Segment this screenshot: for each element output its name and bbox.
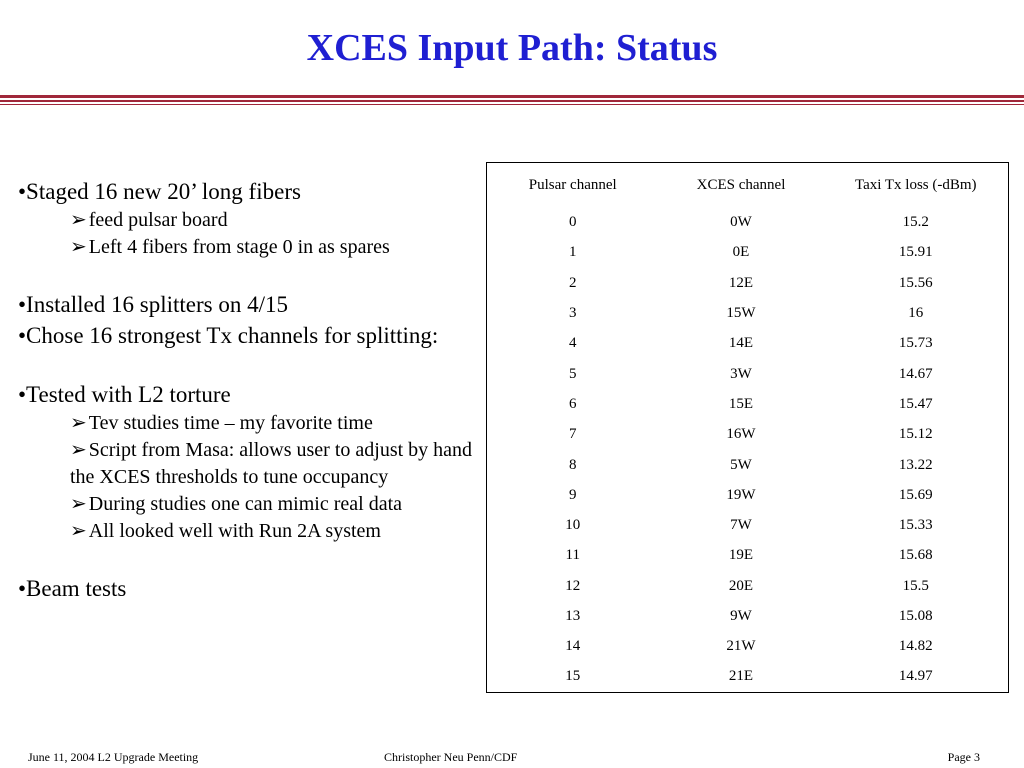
table-cell: 19E [728, 547, 754, 564]
bullet-gap [18, 545, 488, 573]
bullet-item: •Staged 16 new 20’ long fibers [18, 179, 301, 204]
table-cell: 19W [726, 486, 756, 503]
header-pulsar-channel: Pulsar channel [528, 176, 617, 193]
sub-bullet-text: All looked well with Run 2A system [88, 520, 381, 542]
sub-bullet-item [18, 234, 488, 261]
arrow-bullet-icon: ➢ [70, 209, 87, 231]
arrow-bullet-icon: ➢ [70, 439, 87, 461]
sub-bullet-text: During studies one can mimic real data [88, 493, 402, 515]
table-row [487, 329, 1009, 359]
table-row [487, 632, 1009, 662]
table-cell: 11 [565, 547, 580, 564]
table-cell: 7 [569, 426, 577, 443]
table-cell: 7W [730, 517, 752, 534]
table-row [487, 268, 1009, 298]
footer-center: Christopher Neu Penn/CDF [384, 750, 518, 764]
table-cell: 8 [569, 456, 577, 473]
table-cell: 15.5 [902, 577, 929, 594]
header-taxi-tx-loss: Taxi Tx loss (-dBm) [854, 176, 977, 193]
sub-bullet-text: Left 4 fibers from stage 0 in as spares [88, 236, 390, 258]
table-row [487, 298, 1009, 328]
title-rule-thin [0, 104, 1024, 105]
table-cell: 15 [565, 668, 581, 685]
table-cell: 6 [569, 395, 577, 412]
bullet-list [18, 176, 488, 604]
table-cell: 5 [569, 365, 577, 382]
slide-title: XCES Input Path: Status [306, 27, 718, 69]
table-cell: 12 [565, 577, 581, 594]
sub-bullet-item [18, 518, 488, 545]
table-cell: 4 [569, 335, 577, 352]
table-cell: 14 [565, 638, 581, 655]
table-cell: 15E [728, 395, 754, 412]
table-cell: 15.56 [898, 274, 933, 291]
table-row [487, 662, 1009, 692]
table-row [487, 450, 1009, 480]
table-cell: 15.68 [898, 547, 933, 564]
table-cell: 2 [569, 274, 577, 291]
table-row [487, 238, 1009, 268]
table-cell: 14.67 [898, 365, 933, 382]
arrow-bullet-icon: ➢ [70, 520, 87, 542]
table-cell: 15W [726, 305, 756, 322]
table-row [487, 510, 1009, 540]
table-cell: 1 [569, 244, 577, 261]
table-cell: 5W [730, 456, 752, 473]
sub-bullet-item [18, 491, 488, 518]
table-cell: 15.08 [898, 608, 933, 624]
footer-left: June 11, 2004 L2 Upgrade Meeting [28, 750, 199, 764]
table-cell: 15.69 [898, 486, 933, 503]
table-row [487, 420, 1009, 450]
table-cell: 21W [726, 638, 756, 655]
bullet-item: •Beam tests [18, 576, 127, 601]
table-row [487, 389, 1009, 419]
sub-bullet-item [18, 410, 488, 437]
table-cell: 15.33 [898, 517, 933, 534]
table-cell: 0 [569, 214, 577, 231]
table-row [487, 208, 1009, 238]
table-cell: 9W [730, 608, 752, 624]
sub-bullet-text: Tev studies time – my favorite time [88, 412, 373, 434]
sub-bullet-text: feed pulsar board [88, 209, 228, 231]
title-rule-thick [0, 95, 1024, 98]
table-cell: 0W [730, 214, 752, 231]
table-cell: 15.2 [902, 214, 929, 231]
table-cell: 15.47 [898, 395, 933, 412]
arrow-bullet-icon: ➢ [70, 412, 87, 434]
channel-table [486, 162, 1009, 693]
table-cell: 13.22 [898, 456, 933, 473]
table-row [487, 359, 1009, 389]
table-cell: 14E [728, 335, 754, 352]
table-cell: 14.97 [898, 668, 933, 685]
sub-bullet-item [18, 437, 488, 491]
bullet-item: •Chose 16 strongest Tx channels for splitting: [18, 323, 439, 348]
table-cell: 0E [732, 244, 750, 261]
table-cell: 3 [569, 305, 577, 322]
arrow-bullet-icon: ➢ [70, 236, 87, 258]
table-cell: 13 [565, 608, 581, 624]
table-cell: 16 [908, 305, 924, 322]
title-rule-medium [0, 100, 1024, 102]
footer-right: Page 3 [947, 750, 980, 764]
table-cell: 9 [569, 486, 577, 503]
sub-bullet-text: Script from Masa: allows user to adjust by hand the XCES thresholds to tune occupancy [70, 439, 473, 488]
table-row [487, 571, 1009, 601]
table-row [487, 601, 1009, 631]
table-cell: 15.91 [898, 244, 933, 261]
bullet-item: •Tested with L2 torture [18, 382, 231, 407]
table-cell: 20E [728, 577, 754, 594]
table-header-row [487, 163, 1009, 208]
table-row [487, 480, 1009, 510]
bullet-gap [18, 261, 488, 289]
table-cell: 16W [726, 426, 756, 443]
table-cell: 12E [728, 274, 754, 291]
arrow-bullet-icon: ➢ [70, 493, 87, 515]
bullet-item: •Installed 16 splitters on 4/15 [18, 292, 288, 317]
table-row [487, 541, 1009, 571]
table-body [487, 208, 1009, 693]
bullet-gap [18, 351, 488, 379]
table-cell: 15.73 [898, 335, 933, 352]
table-cell: 14.82 [898, 638, 933, 655]
table-cell: 15.12 [898, 426, 933, 443]
table-cell: 21E [728, 668, 754, 685]
table-cell: 10 [565, 517, 581, 534]
table-cell: 3W [730, 365, 752, 382]
header-xces-channel: XCES channel [696, 176, 786, 193]
sub-bullet-item [18, 207, 488, 234]
